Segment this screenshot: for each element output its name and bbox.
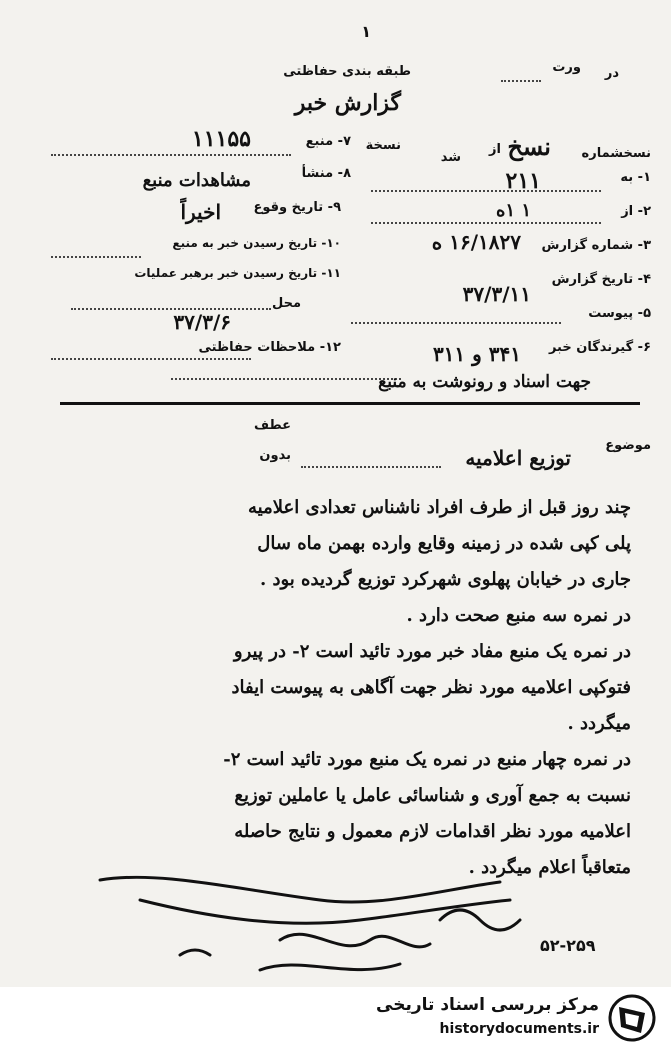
report-body: [41, 490, 631, 886]
body-line: جاری در خیابان پهلوی شهرکرد توزیع گردیده بود .: [259, 569, 631, 590]
from-label: ۲- از: [621, 204, 651, 219]
receipt-source-label: ۱۰- تاریخ رسیدن خبر به منبع: [172, 236, 341, 250]
report-date-value: ۳۷/۳/۱۱: [462, 282, 531, 306]
location-dots: [71, 308, 271, 310]
source-dots: [51, 154, 291, 156]
copy-shod-label: شد: [440, 150, 461, 165]
body-line: میگردد .: [567, 713, 631, 734]
source-value: ۱۱۱۵۵: [191, 126, 251, 152]
archive-title: مرکز بررسی اسناد تاریخی: [376, 995, 599, 1015]
location-label: محل: [271, 296, 301, 311]
to-dots: [371, 190, 601, 192]
signature-strokes: [100, 877, 520, 970]
subject-value: توزیع اعلامیه: [465, 446, 571, 470]
attachment-dots: [351, 322, 561, 324]
to-label: ۱- به: [620, 170, 651, 185]
note-line: جهت اسناد و رونوشت به منبع: [378, 372, 591, 392]
archive-banner: [0, 987, 671, 1049]
subject-dots: [301, 466, 441, 468]
document-title: گزارش خبر: [294, 90, 401, 116]
body-line: متعاقباً اعلام میگردد .: [468, 857, 631, 878]
receipt-operation-value: ۳۷/۳/۶: [173, 310, 231, 334]
dar-label: در: [604, 66, 619, 81]
report-number-label: ۳- شماره گزارش: [541, 238, 651, 253]
report-date-label: ۴- تاریخ گزارش: [551, 272, 651, 287]
copy-nuskhe-label: نسخة: [365, 138, 401, 153]
subject-label: موضوع: [605, 438, 651, 453]
body-line: چند روز قبل از طرف افراد ناشناس تعدادی اعلامیه: [248, 497, 631, 518]
recipients-label: ۶- گیرندگان خبر: [548, 340, 651, 355]
classification-label: طبقه بندی حفاظتی: [283, 64, 411, 79]
report-number-value: ۱۶/۱۸۲۷ ه: [431, 230, 521, 254]
occurrence-date-label: ۹- تاریخ وقوع: [253, 200, 341, 215]
bottom-form-dots: [171, 378, 401, 380]
page-number-mark: ۱: [361, 22, 371, 41]
archive-url[interactable]: historydocuments.ir: [439, 1021, 599, 1037]
form-divider: [60, 402, 640, 405]
from-dots: [371, 222, 601, 224]
body-line: اعلامیه مورد نظر اقدامات لازم معمول و نتایج حاصله: [234, 821, 631, 842]
body-line: در نمره سه منبع صحت دارد .: [406, 605, 631, 626]
archive-logo-icon: [607, 993, 657, 1043]
attachment-label: ۵- پیوست: [588, 306, 651, 321]
source-label: ۷- منبع: [305, 134, 351, 149]
receipt-operation-label: ۱۱- تاریخ رسیدن خبر برهبر عملیات: [134, 266, 341, 280]
receipt-source-dots: [51, 256, 141, 258]
body-line: در نمره چهار منبع در نمره یک منبع مورد تائید است ۲-: [223, 749, 631, 770]
body-line: نسبت به جمع آوری و شناسائی عامل یا عاملین توزیع: [234, 785, 631, 806]
body-line: پلی کپی شده در زمینه وقایع وارده بهمن ماه سال: [257, 533, 631, 554]
origin-label: ۸- منشأ: [301, 166, 351, 181]
security-notes-dots: [51, 358, 251, 360]
signature-scribbles: [80, 860, 560, 990]
body-line: در نمره یک منبع مفاد خبر مورد تائید است ۲- در پیرو: [233, 641, 631, 662]
body-line: فتوکپی اعلامیه مورد نظر جهت آگاهی به پیوست ایفاد: [231, 677, 631, 698]
copy-number-label: نسخشماره: [581, 146, 651, 161]
copy-handwritten: نسخ: [507, 132, 551, 161]
from-value: ۱ ۱ه: [495, 200, 531, 221]
recipients-value: ۳۴۱ و ۳۱۱: [432, 342, 521, 366]
vezarat-dots: [501, 80, 541, 82]
origin-value: مشاهدات منبع: [142, 170, 251, 191]
copy-az-label: از: [489, 142, 501, 157]
bedon-label: بدون: [259, 448, 291, 463]
footer-code: ۵۲-۲۵۹: [540, 936, 596, 955]
vezarat-label: ورت: [552, 60, 581, 75]
to-value: ۲۱۱: [505, 168, 541, 194]
security-notes-label: ۱۲- ملاحظات حفاظتی: [198, 340, 341, 355]
occurrence-date-value: اخیراً: [180, 200, 221, 224]
atf-label: عطف: [253, 418, 291, 433]
